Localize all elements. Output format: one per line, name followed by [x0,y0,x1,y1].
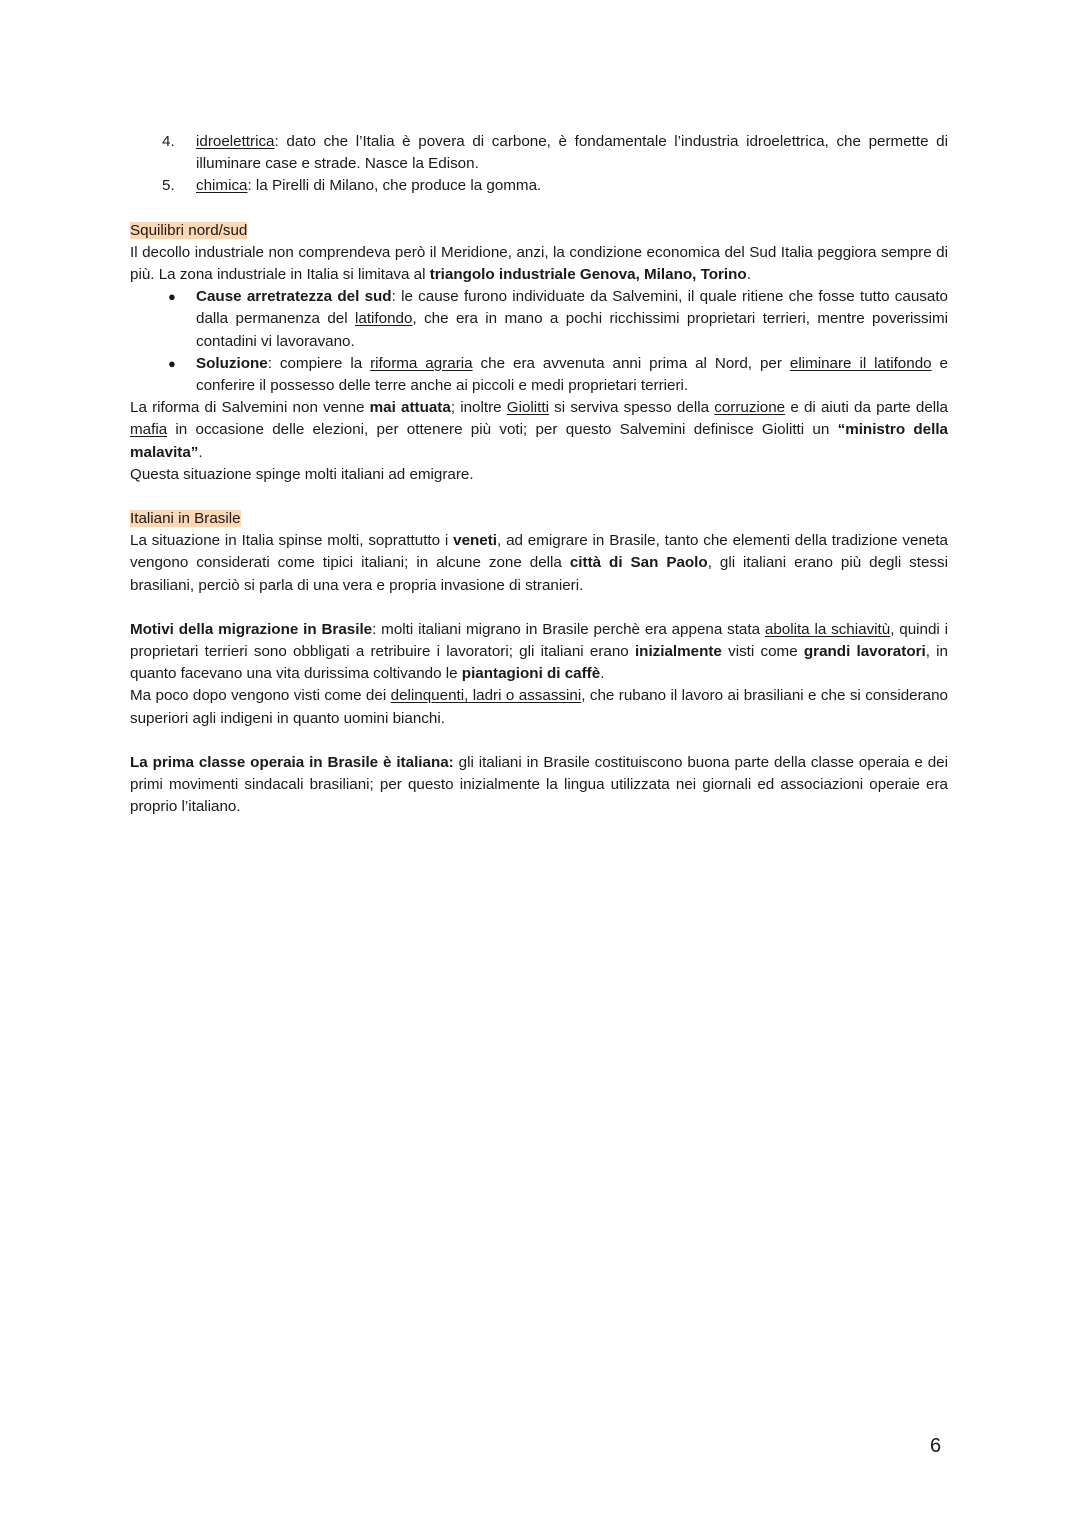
paragraph [130,685,948,729]
page-number: 6 [930,1435,942,1457]
underlined-text: riforma agraria [370,354,473,372]
text-run: Ma poco dopo vengono visti come dei [130,687,391,705]
bold-text: grandi lavoratori [803,643,926,661]
text-run: , in quanto facevano una vita durissima coltivando le [130,643,949,683]
text-run: , che rubano il lavoro ai brasiliani e che si considerano superiori agli indigeni in quanto uomini bianchi. [130,687,948,727]
highlighted-heading: Italiani in Brasile [130,510,241,528]
text-run: visti come [721,643,804,661]
text-run: e di aiuti da parte della [785,399,948,417]
bold-text: “ministro della malavita” [130,421,948,461]
list-term: chimica [196,177,248,195]
bullet-icon: ● [168,355,176,371]
text-run: : le cause furono individuate da Salvemini, il quale ritiene che fosse tutto causato dalla permanenza del [196,288,948,328]
section-heading [130,220,948,242]
underlined-text: abolita la schiavitù [764,620,891,638]
bold-text: città di San Paolo [569,554,708,572]
bullet-item [130,286,948,353]
text-run: in occasione delle elezioni, per ottenere più voti; per questo Salvemini definisce Giolitti un [167,421,838,439]
list-text: : la Pirelli di Milano, che produce la gomma. [247,177,542,195]
text-run: si serviva spesso della [548,399,715,417]
list-term: idroelettrica [196,133,275,150]
text-run: : compiere la [267,354,371,372]
text-run: , ad emigrare in Brasile, tanto che elementi della tradizione veneta vengono considerati come tipici italiani; in alcune zone della [130,532,948,572]
list-number: 5. [162,177,175,195]
list-number: 4. [162,133,175,150]
bold-text: triangolo industriale Genova, Milano, Torino [429,266,747,284]
paragraph [130,530,948,597]
bold-text: piantagioni di caffè [461,665,601,683]
section-heading [130,508,948,530]
bold-text: Motivi della migrazione in Brasile [130,620,373,638]
bold-text: mai attuata [369,399,451,417]
text-run: , che era in mano a pochi ricchissimi proprietari terrieri, mentre poverissimi contadini vi lavoravano. [196,310,949,350]
text-run: . [600,665,605,683]
text-run: . [746,266,751,284]
text-run: e conferire il possesso delle terre anche ai piccoli e medi proprietari terrieri. [196,354,948,395]
bold-text: Soluzione [196,354,268,372]
text-run: ; inoltre [450,399,507,417]
paragraph [130,619,948,686]
paragraph [130,242,948,286]
underlined-text: corruzione [714,399,786,417]
text-run: La situazione in Italia spinse molti, soprattutto i [130,532,454,550]
list-text: : dato che l’Italia è povera di carbone, è fondamentale l’industria idroelettrica, che permette di illuminare case e strade. Nasce la Edison. [196,133,948,173]
paragraph [130,397,948,464]
paragraph [130,752,948,819]
text-run: , gli italiani erano più degli stessi brasiliani, perciò si parla di una vera e propria invasione di stranieri. [130,554,948,594]
text-run: La riforma di Salvemini non venne [130,399,370,417]
underlined-text: eliminare il latifondo [789,354,932,372]
text-run: . [198,443,203,461]
text-run: gli italiani in Brasile costituiscono buona parte della classe operaia e dei primi movimenti sindacali brasiliani; per questo inizialmente la lingua utilizzata nei giornali ed associazioni operaie era proprio l’italiano. [130,753,948,816]
underlined-text: delinquenti, ladri o assassini [390,687,582,705]
underlined-text: Giolitti [506,399,549,417]
bullet-item [130,353,948,397]
paragraph: Questa situazione spinge molti italiani ad emigrare. [130,465,474,483]
bold-text: veneti [453,532,498,550]
bullet-icon: ● [168,289,176,305]
highlighted-heading: Squilibri nord/sud [130,221,248,239]
text-run: : molti italiani migrano in Brasile perchè era appena stata [372,620,765,638]
text-run: , quindi i proprietari terrieri sono obbligati a retribuire i lavoratori; gli italiani erano [130,620,948,661]
bold-text: La prima classe operaia in Brasile è italiana: [130,753,454,771]
text-run: Il decollo industriale non comprendeva però il Meridione, anzi, la condizione economica del Sud Italia peggiora sempre di più. La zona industriale in Italia si limitava al [130,243,948,284]
bold-text: Cause arretratezza del sud [196,288,392,306]
underlined-text: mafia [130,421,168,439]
list-item [130,175,948,197]
page-content [130,131,948,818]
underlined-text: latifondo [355,310,413,328]
text-run: che era avvenuta anni prima al Nord, per [472,354,790,372]
bold-text: inizialmente [634,643,722,661]
list-item [130,131,948,175]
